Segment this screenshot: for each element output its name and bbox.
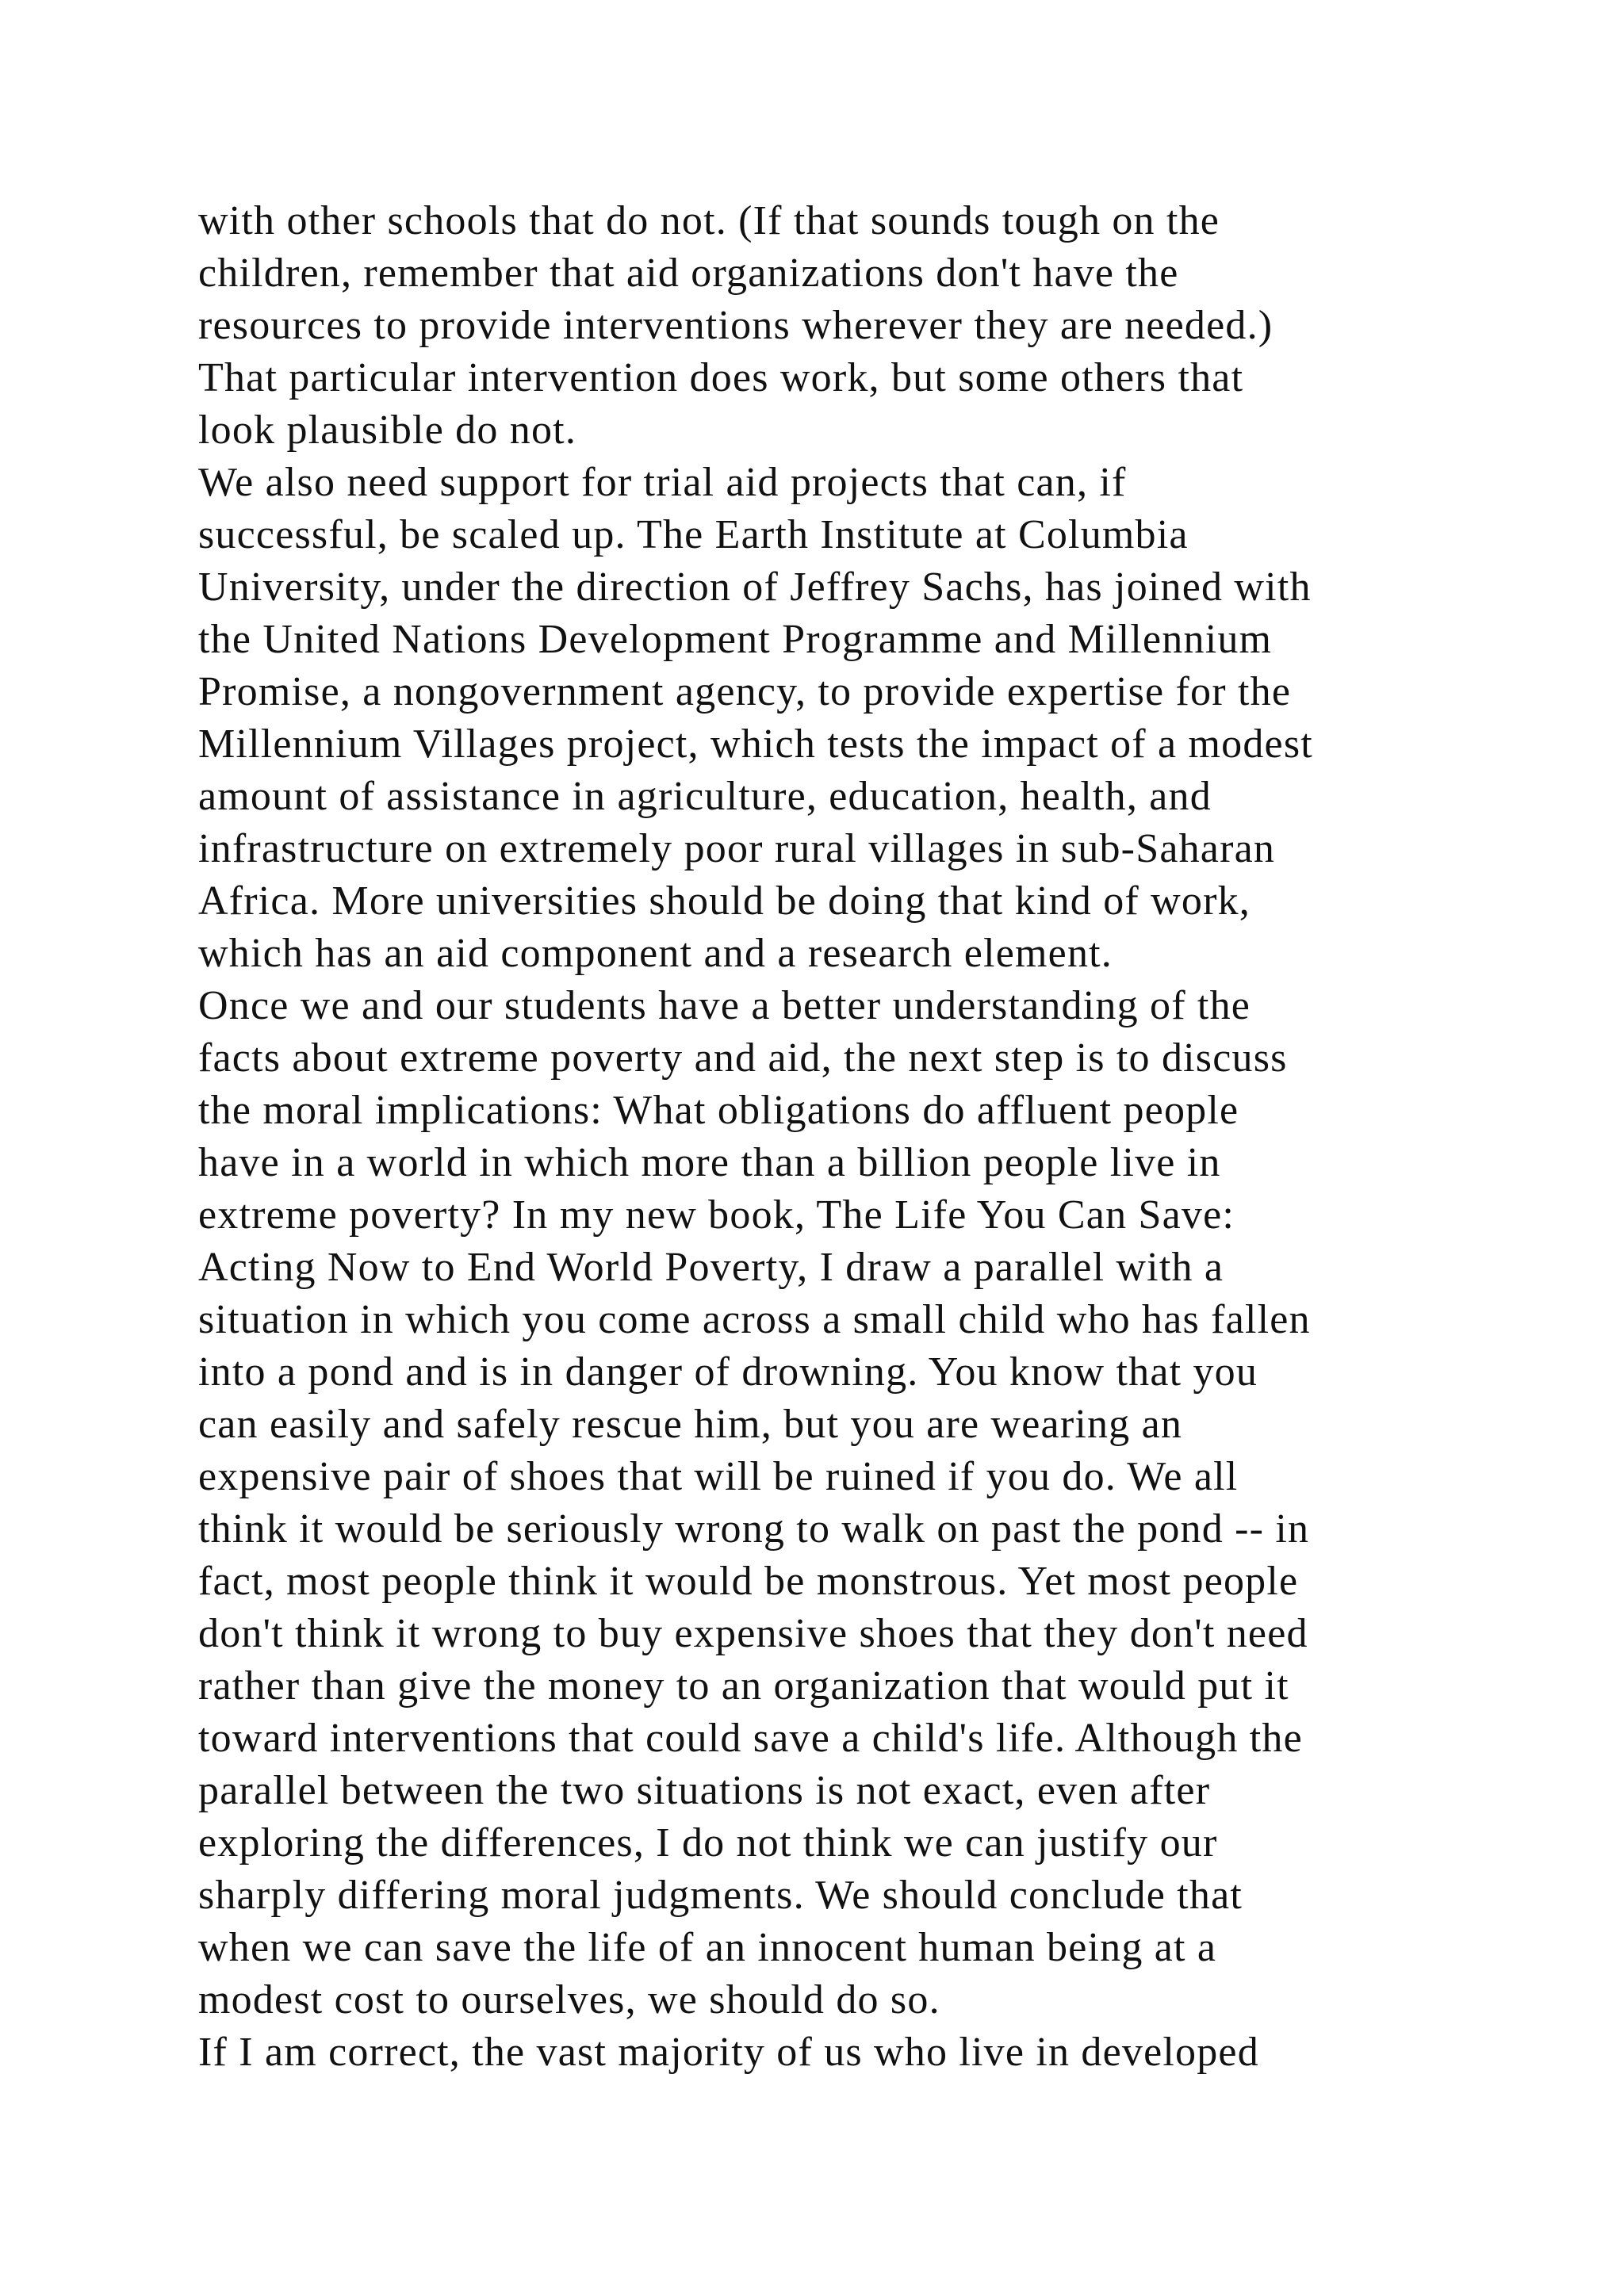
text-line: the moral implications: What obligations do affluent people [198,1088,1239,1133]
text-line: University, under the direction of Jeffrey Sachs, has joined with [198,564,1312,610]
text-line: can easily and safely rescue him, but you are wearing an [198,1402,1183,1447]
text-line: If I am correct, the vast majority of us who live in developed [198,2030,1259,2075]
text-line: Africa. More universities should be doing that kind of work, [198,878,1251,924]
text-line: into a pond and is in danger of drowning. You know that you [198,1349,1258,1395]
text-line: That particular intervention does work, but some others that [198,355,1244,400]
text-line: facts about extreme poverty and aid, the next step is to discuss [198,1035,1288,1081]
text-line: have in a world in which more than a billion people live in [198,1140,1221,1185]
text-line: think it would be seriously wrong to walk on past the pond -- in [198,1506,1310,1552]
text-line: infrastructure on extremely poor rural villages in sub-Saharan [198,826,1276,871]
text-line: Acting Now to End World Poverty, I draw a parallel with a [198,1245,1224,1290]
text-line: don't think it wrong to buy expensive shoes that they don't need [198,1611,1308,1656]
text-line: Once we and our students have a better understanding of the [198,983,1251,1028]
text-line: toward interventions that could save a child's life. Although the [198,1716,1303,1761]
text-line: extreme poverty? In my new book, The Life You Can Save: [198,1192,1235,1238]
text-line: situation in which you come across a small child who has fallen [198,1297,1311,1342]
text-line: rather than give the money to an organization that would put it [198,1663,1289,1709]
text-line: successful, be scaled up. The Earth Institute at Columbia [198,512,1189,557]
text-line: modest cost to ourselves, we should do so. [198,1977,940,2022]
body-text [198,195,1546,2079]
text-line: We also need support for trial aid projects that can, if [198,460,1127,505]
text-line: amount of assistance in agriculture, education, health, and [198,774,1212,819]
text-line: when we can save the life of an innocent human being at a [198,1925,1217,1970]
text-line: look plausible do not. [198,408,577,453]
text-line: with other schools that do not. (If that sounds tough on the [198,198,1220,243]
text-line: sharply differing moral judgments. We should conclude that [198,1873,1243,1918]
text-line: exploring the differences, I do not think we can justify our [198,1820,1218,1866]
text-line: Promise, a nongovernment agency, to provide expertise for the [198,669,1292,714]
text-line: fact, most people think it would be monstrous. Yet most people [198,1559,1299,1604]
text-line: parallel between the two situations is not exact, even after [198,1768,1211,1813]
text-line: which has an aid component and a research element. [198,931,1113,976]
text-line: children, remember that aid organizations don't have the [198,251,1179,296]
text-line: Millennium Villages project, which tests the impact of a modest [198,721,1313,767]
text-line: the United Nations Development Programme and Millennium [198,617,1273,662]
text-line: resources to provide interventions wherever they are needed.) [198,303,1274,348]
text-line: expensive pair of shoes that will be ruined if you do. We all [198,1454,1239,1499]
